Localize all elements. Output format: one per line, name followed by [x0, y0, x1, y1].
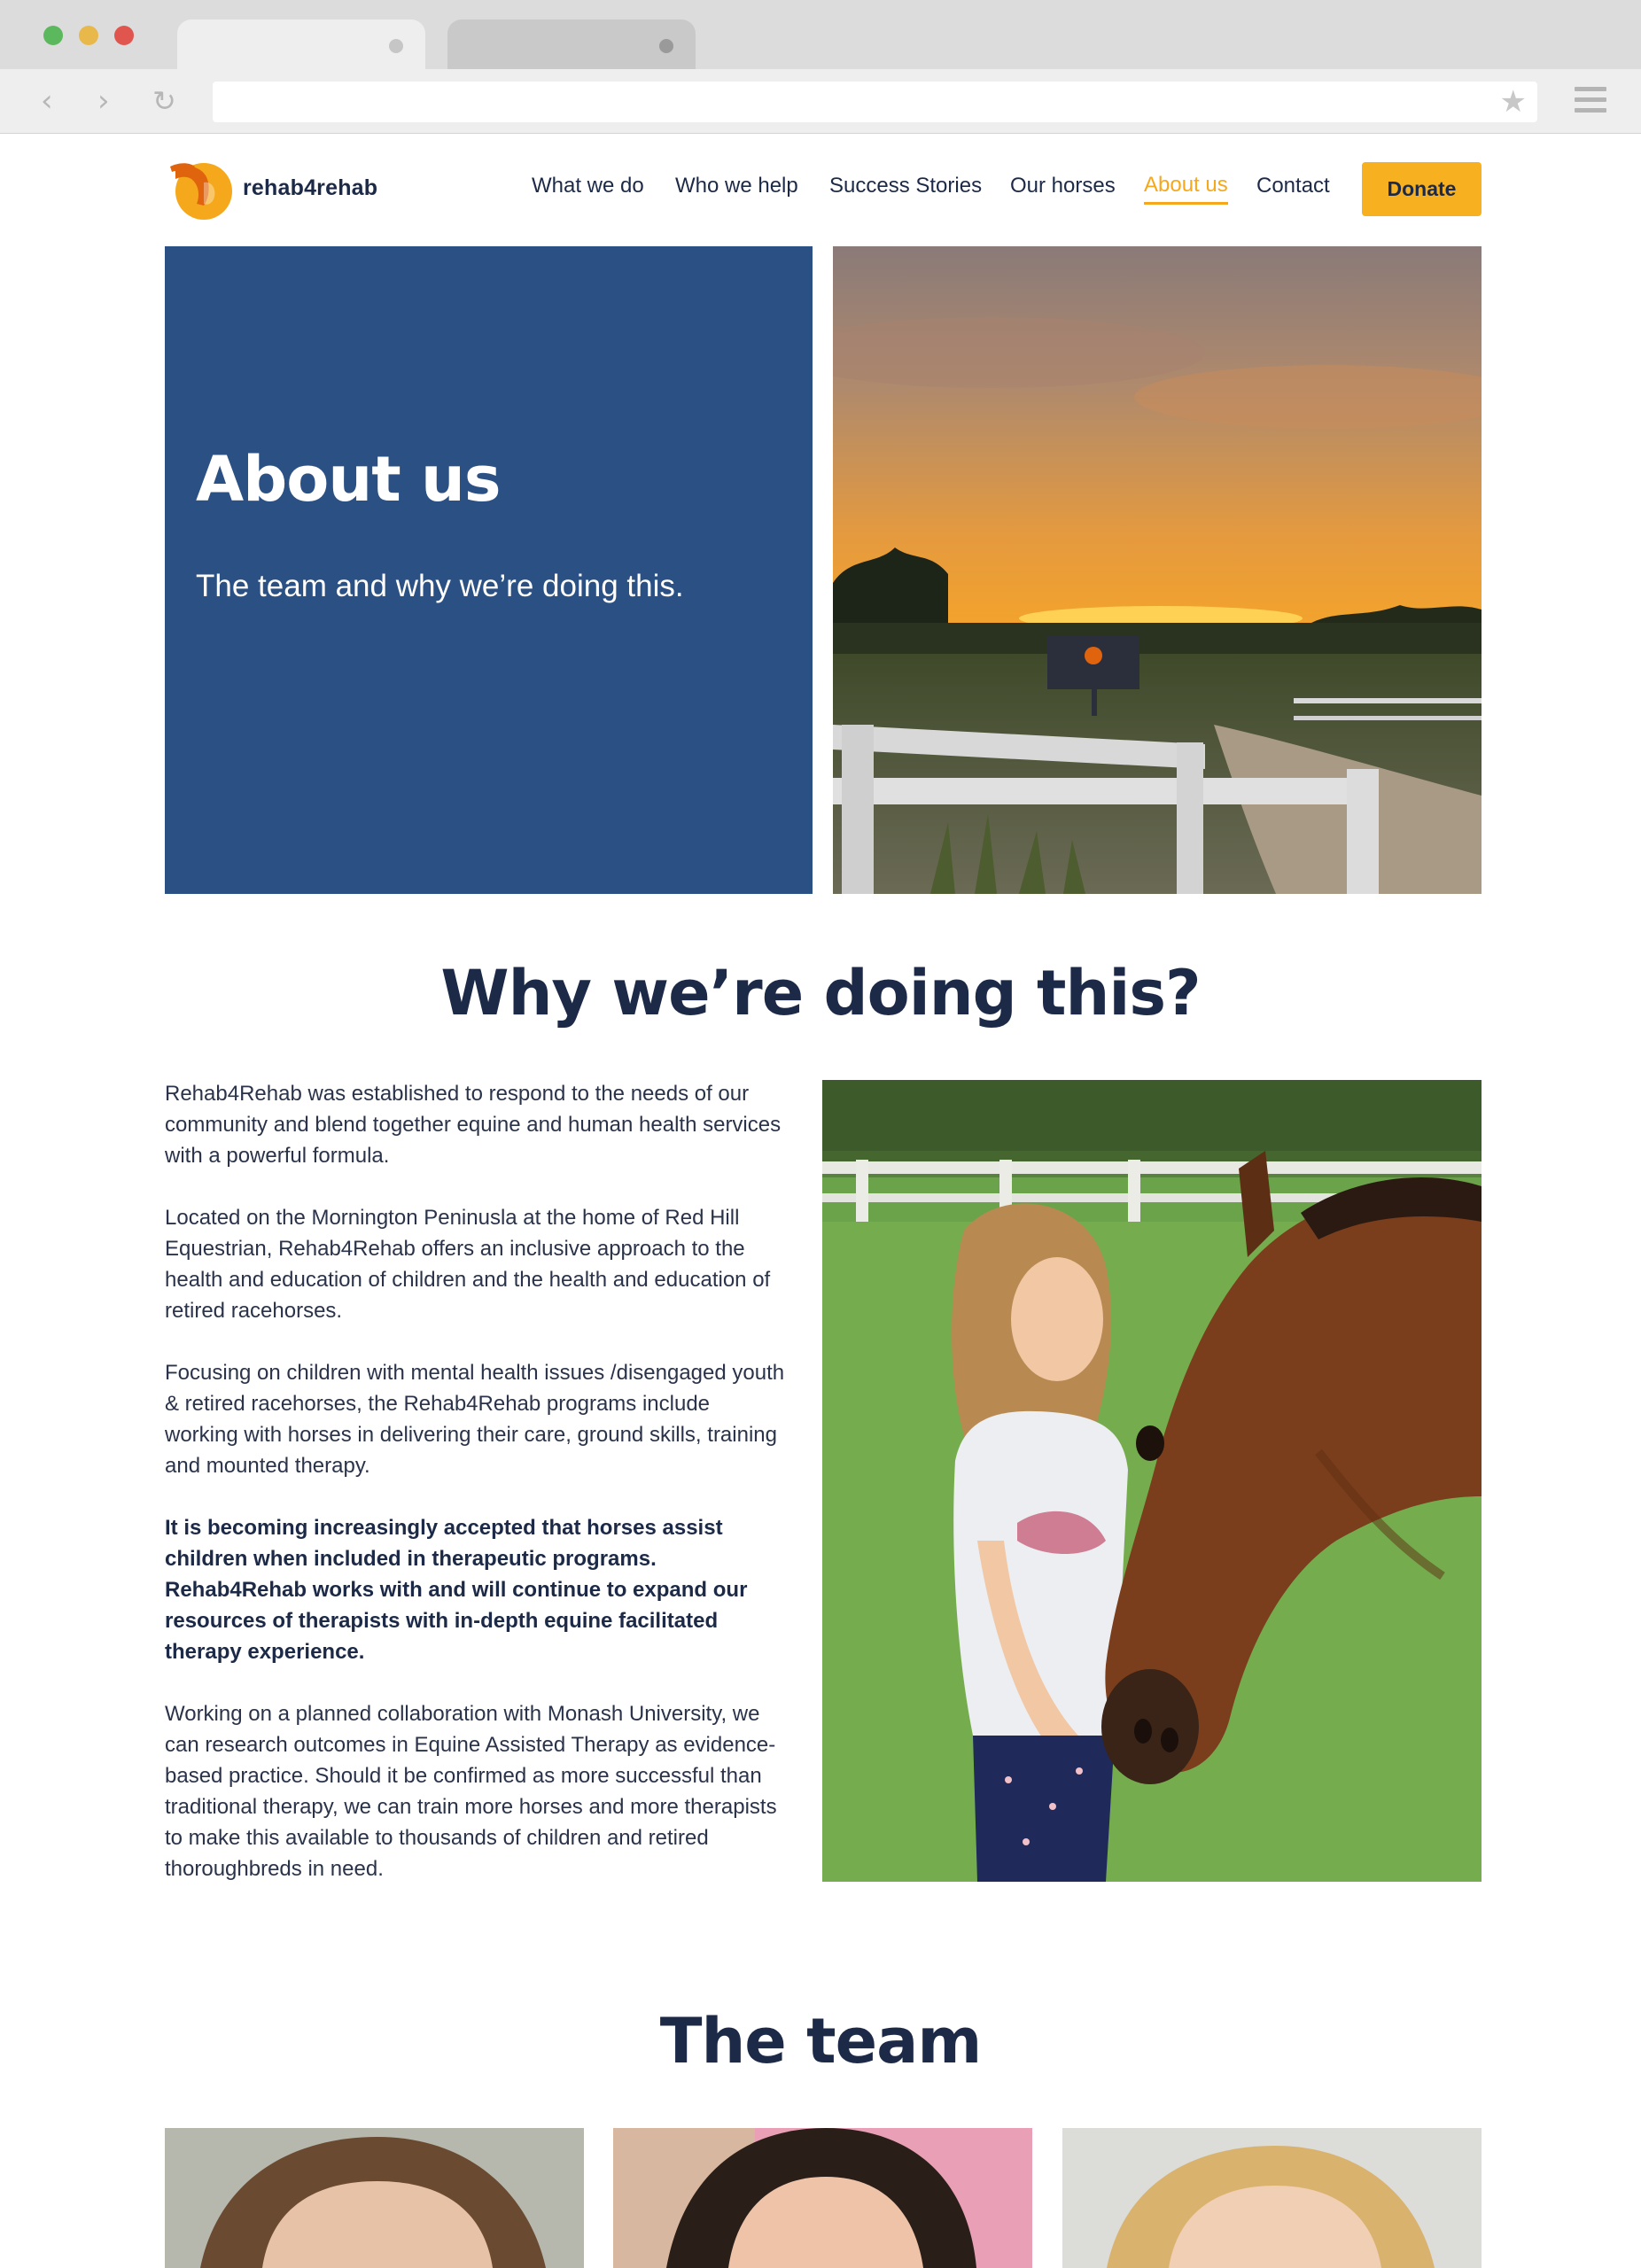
tab-close-icon[interactable] — [659, 39, 673, 53]
window-close-button[interactable] — [114, 26, 134, 45]
site-name: rehab4rehab — [243, 175, 378, 200]
hamburger-icon[interactable] — [1575, 87, 1606, 119]
team-member-portrait — [1062, 2128, 1482, 2268]
chevron-right-icon[interactable]: › — [97, 83, 110, 119]
donate-button[interactable]: Donate — [1362, 162, 1482, 216]
browser-tab-active[interactable] — [177, 19, 425, 69]
nav-our-horses[interactable]: Our horses — [1010, 174, 1116, 198]
nav-who-we-help[interactable]: Who we help — [675, 174, 798, 198]
team-member-photo[interactable] — [613, 2128, 1032, 2268]
why-paragraph: Rehab4Rehab was established to respond to the needs of our community and blend together equine and human health services with a powerful formula. — [165, 1082, 782, 1168]
nav-contact[interactable]: Contact — [1256, 174, 1330, 198]
browser-chrome — [0, 0, 1641, 133]
hero-panel — [165, 246, 813, 894]
girl-with-horse-illustration — [822, 1080, 1482, 1882]
chevron-left-icon[interactable]: ‹ — [41, 83, 53, 119]
page-subtitle: The team and why we’re doing this. — [196, 569, 684, 603]
why-section-text — [165, 1078, 785, 1915]
sunset-paddock-photo — [833, 246, 1482, 894]
nav-success-stories[interactable]: Success Stories — [829, 174, 983, 198]
why-paragraph: Working on a planned collaboration with Monash University, we can research outcomes in Equine Assisted Therapy as evidence-based practice. Should it be confirmed as more successful than traditional therapy, we can train more horses and more therapists to make this available to thousands of children and retired thoroughbreds in need. — [165, 1702, 777, 1881]
page-title: About us — [196, 443, 501, 516]
why-paragraph: Focusing on children with mental health issues /disengaged youth & retired racehorses, the Rehab4Rehab programs include working with horses in delivering their care, ground skills, training and mounted therapy. — [165, 1361, 785, 1478]
girl-with-horse-photo — [822, 1080, 1482, 1882]
star-icon[interactable]: ★ — [1499, 84, 1527, 120]
team-member-portrait — [165, 2128, 584, 2268]
window-zoom-button[interactable] — [43, 26, 63, 45]
nav-what-we-do[interactable]: What we do — [532, 174, 644, 198]
reload-icon[interactable]: ↻ — [152, 84, 176, 118]
why-paragraph-highlight: It is becoming increasingly accepted that horses assist children when included in therapeutic programs. Rehab4Rehab works with and will continue to expand our resources of therapists with in-depth equine facilitated therapy experience. — [165, 1516, 748, 1664]
team-member-portrait — [613, 2128, 1032, 2268]
why-section-title: Why we’re doing this? — [440, 957, 1201, 1029]
tab-close-icon[interactable] — [389, 39, 403, 53]
why-paragraph: Located on the Mornington Peninusla at the home of Red Hill Equestrian, Rehab4Rehab offers an inclusive approach to the health and education of children and the health and education of retired racehorses. — [165, 1206, 771, 1323]
team-member-photo[interactable] — [1062, 2128, 1482, 2268]
team-section-title: The team — [659, 2005, 982, 2078]
window-minimize-button[interactable] — [79, 26, 98, 45]
nav-about-us[interactable]: About us — [1144, 168, 1228, 205]
site-logo[interactable] — [165, 152, 377, 223]
team-member-photo[interactable] — [165, 2128, 584, 2268]
sunset-paddock-illustration — [833, 246, 1482, 894]
address-bar[interactable] — [213, 82, 1537, 122]
browser-tab-inactive[interactable] — [447, 19, 696, 69]
horse-logo-icon — [165, 152, 236, 223]
